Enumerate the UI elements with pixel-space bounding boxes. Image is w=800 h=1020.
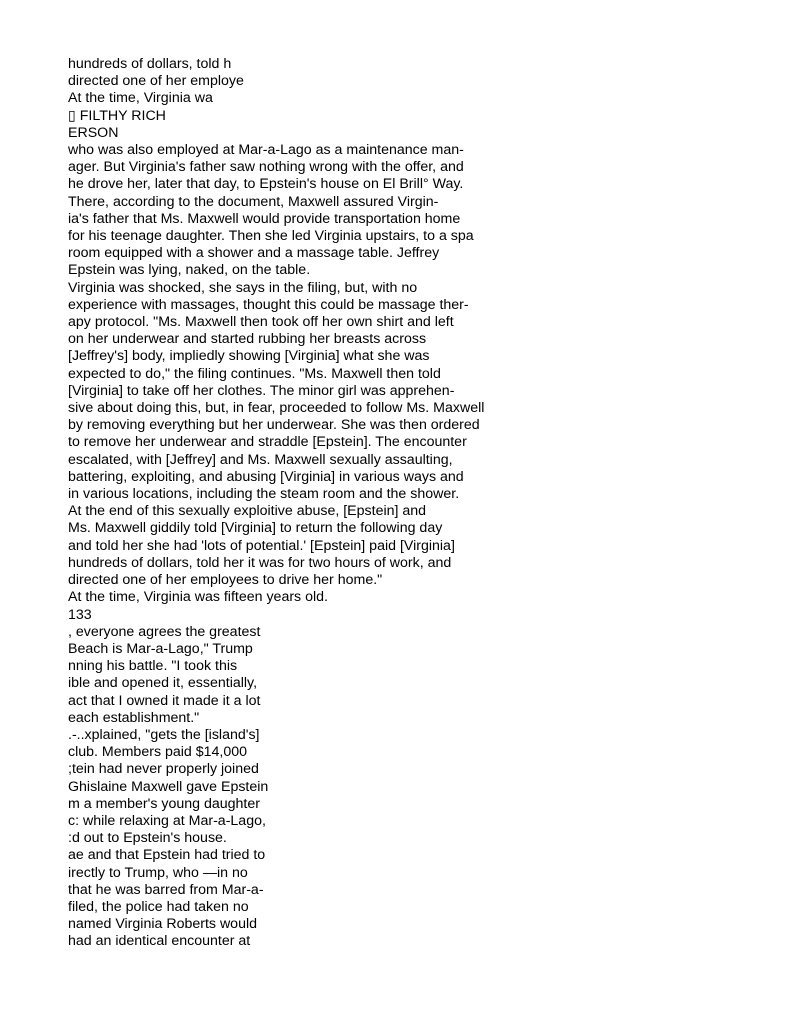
text-line: he drove her, later that day, to Epstein's house on El Brill° Way.	[68, 176, 464, 193]
text-line: ible and opened it, essentially,	[68, 675, 258, 692]
text-line: who was also employed at Mar-a-Lago as a maintenance man-	[68, 142, 464, 159]
text-line: hundreds of dollars, told her it was for two hours of work, and	[68, 554, 452, 571]
text-line: :d out to Epstein's house.	[68, 830, 227, 847]
running-header-fragment: ERSON	[68, 124, 119, 141]
text-line: Virginia was shocked, she says in the filing, but, with no	[68, 279, 418, 296]
text-line: Beach is Mar-a-Lago," Trump	[68, 640, 253, 657]
text-line: on her underwear and started rubbing her breasts across	[68, 331, 427, 348]
page-number: 133	[68, 606, 92, 623]
text-line: At the time, Virginia wa	[68, 90, 213, 107]
text-line: had an identical encounter at	[68, 933, 251, 950]
text-line: each establishment."	[68, 709, 200, 726]
text-line: m a member's young daughter	[68, 795, 260, 812]
text-line: [Jeffrey's] body, impliedly showing [Virginia] what she was	[68, 348, 430, 365]
text-line: At the time, Virginia was fifteen years old.	[68, 589, 328, 606]
document-page	[68, 56, 768, 951]
text-line: Epstein was lying, naked, on the table.	[68, 262, 311, 279]
text-line: Ms. Maxwell giddily told [Virginia] to return the following day	[68, 520, 443, 537]
text-line: escalated, with [Jeffrey] and Ms. Maxwell sexually assaulting,	[68, 451, 453, 468]
text-line: ia's father that Ms. Maxwell would provide transportation home	[68, 210, 461, 227]
text-line: expected to do," the filing continues. "Ms. Maxwell then told	[68, 365, 441, 382]
text-line: experience with massages, thought this could be massage ther-	[68, 296, 469, 313]
text-line: for his teenage daughter. Then she led Virginia upstairs, to a spa	[68, 228, 474, 245]
text-line: directed one of her employees to drive her home."	[68, 572, 383, 589]
text-line: sive about doing this, but, in fear, proceeded to follow Ms. Maxwell	[68, 400, 485, 417]
text-line: apy protocol. "Ms. Maxwell then took off her own shirt and left	[68, 314, 454, 331]
text-line: Ghislaine Maxwell gave Epstein	[68, 778, 269, 795]
text-line: ager. But Virginia's father saw nothing wrong with the offer, and	[68, 159, 464, 176]
text-line: club. Members paid $14,000	[68, 744, 248, 761]
text-line: to remove her underwear and straddle [Epstein]. The encounter	[68, 434, 467, 451]
text-line: irectly to Trump, who —in no	[68, 864, 248, 881]
text-line: nning his battle. "I took this	[68, 658, 238, 675]
text-line: c: while relaxing at Mar-a-Lago,	[68, 812, 266, 829]
text-line: by removing everything but her underwear. She was then ordered	[68, 417, 480, 434]
text-line: At the end of this sexually exploitive abuse, [Epstein] and	[68, 503, 427, 520]
text-line: There, according to the document, Maxwell assured Virgin-	[68, 193, 439, 210]
text-line: that he was barred from Mar-a-	[68, 881, 264, 898]
text-line: and told her she had 'lots of potential.' [Epstein] paid [Virginia]	[68, 537, 455, 554]
text-line: directed one of her employe	[68, 73, 244, 90]
text-line: battering, exploiting, and abusing [Virginia] in various ways and	[68, 468, 464, 485]
text-line: , everyone agrees the greatest	[68, 623, 261, 640]
text-line: room equipped with a shower and a massage table. Jeffrey	[68, 245, 440, 262]
text-line: filed, the police had taken no	[68, 898, 249, 915]
text-line: .-..xplained, "gets the [island's]	[68, 726, 260, 743]
running-header: ▯ FILTHY RICH	[68, 107, 166, 124]
text-line: ae and that Epstein had tried to	[68, 847, 266, 864]
text-line: act that I owned it made it a lot	[68, 692, 261, 709]
text-line: ;tein had never properly joined	[68, 761, 259, 778]
text-line: hundreds of dollars, told h	[68, 56, 232, 72]
text-line: named Virginia Roberts would	[68, 916, 258, 933]
text-line: in various locations, including the steam room and the shower.	[68, 486, 460, 503]
text-line: [Virginia] to take off her clothes. The minor girl was apprehen-	[68, 382, 455, 399]
